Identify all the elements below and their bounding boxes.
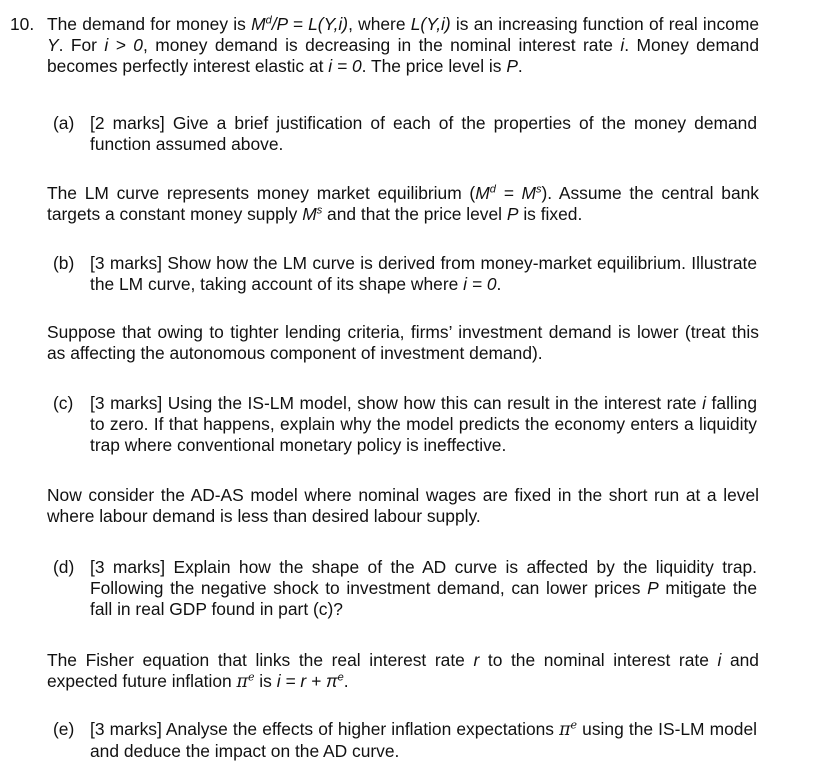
- part-b-label: (b): [53, 253, 75, 273]
- math-L: L(Y,i): [410, 14, 451, 34]
- part-d: [53, 557, 757, 620]
- part-a-text: [2 marks] Give a brief justification of each of the properties of the money demand function assumed above.: [90, 113, 757, 154]
- part-d-text: [3 marks] Explain how the shape of the AD curve is affected by the liquidity trap. Following the negative shock to investment demand, can lower prices P mitigate the fall in real GDP found in part (c)?: [90, 557, 758, 619]
- math-money-demand: $M^d/P = L(Y,i)$: [251, 14, 349, 34]
- math-pi-e: $\pi^e$: [236, 670, 255, 692]
- question-intro: The demand for money is $M^d/P = L(Y,i)$, where L(Y,i) is an increasing function of real income Y. For i > 0, money demand is decreasing in the nominal interest rate i. Money demand becomes perfectly interest elastic at i = 0. The price level is P.: [47, 14, 759, 76]
- math-md-eq-ms: $M^d = M^s$: [475, 183, 542, 203]
- adas-context: Now consider the AD-AS model where nominal wages are fixed in the short run at a level where labour demand is less than desired labour supply.: [47, 485, 759, 526]
- part-e-text: [3 marks] Analyse the effects of higher inflation expectations $\pi^e$ using the IS-LM model and deduce the impact on the AD curve.: [90, 718, 758, 761]
- part-c-text: [3 marks] Using the IS-LM model, show how this can result in the interest rate i falling to zero. If that happens, explain why the model predicts the economy enters a liquidity trap where conventional monetary policy is ineffective.: [90, 393, 757, 455]
- part-b: [53, 253, 757, 295]
- part-e: [53, 719, 757, 762]
- lm-context: The LM curve represents money market equilibrium $(M^d = M^s)$. Assume the central bank targets a constant money supply $M^s$ and that the price level P is fixed.: [47, 183, 759, 224]
- question-number: 10.: [10, 14, 35, 34]
- part-c-label: (c): [53, 393, 74, 413]
- investment-context: Suppose that owing to tighter lending criteria, firms’ investment demand is lower (treat this as affecting the autonomous component of investment demand).: [47, 322, 759, 363]
- fisher-context: The Fisher equation that links the real interest rate r to the nominal interest rate i and expected future inflation $\pi^e$ is $i = r + \pi^e$.: [47, 650, 759, 692]
- part-b-text: [3 marks] Show how the LM curve is derived from money-market equilibrium. Illustrate the LM curve, taking account of its shape where i = 0.: [90, 253, 757, 294]
- part-c: [53, 393, 757, 456]
- part-e-label: (e): [53, 719, 75, 739]
- part-a: [53, 113, 757, 155]
- part-a-label: (a): [53, 113, 75, 133]
- math-fisher-equation: $i = r + \pi^e$: [276, 671, 344, 691]
- part-d-label: (d): [53, 557, 75, 577]
